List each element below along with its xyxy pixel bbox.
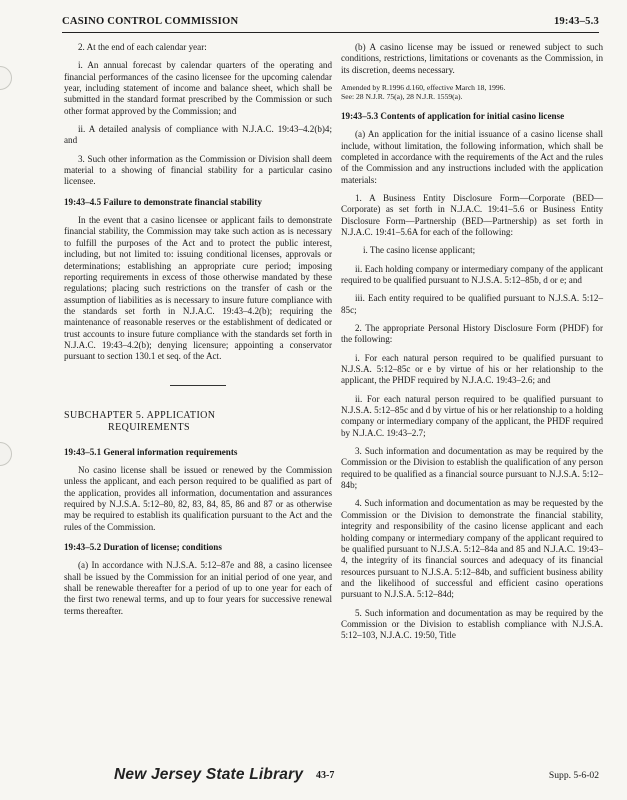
paragraph-item-3: 3. Such other information as the Commission or Division shall deem material to a showing of financial stability for a particular casino licensee.	[64, 153, 332, 187]
paragraph-item-2: 2. The appropriate Personal History Disclosure Form (PHDF) for the following:	[341, 323, 603, 345]
section-body-5-1: No casino license shall be issued or renewed by the Commission unless the applicant, and each person required to be qualified as part of the application, provides all information, documentation and assurances required by N.J.S.A. 5:12–80, 82, 83, 84, 85, 86 and 87 or as otherwise may be required to establish its qualification pursuant to the Act and the rules of the Commission.	[64, 464, 332, 532]
section-divider	[170, 385, 226, 386]
section-heading-4-5: 19:43–4.5 Failure to demonstrate financial stability	[64, 196, 262, 207]
amendment-note-line1: Amended by R.1996 d.160, effective March 18, 1996.	[341, 83, 506, 93]
paragraph-item-4: 4. Such information and documentation as may be requested by the Commission or the Division to demonstrate the financial stability, integrity and responsibility of the casino license applicant and each holding company or intermediary company of the applicant required to be qualified pursuant to N.J.S.A. 5:12–84a and 85 and N.J.A.C. 19:43–4, the integrity of its financial sources and adequacy of its financial resources pursuant to N.J.S.A. 5:12–84b, and sufficient business ability and the likelihood of successful and efficient casino operations pursuant to N.J.S.A. 5:12–84d;	[341, 498, 603, 600]
subchapter-title	[64, 410, 332, 435]
amendment-note	[341, 83, 603, 102]
running-header	[62, 10, 599, 33]
page-number: 43-7	[316, 770, 335, 781]
paragraph-item-1-ii: ii. Each holding company or intermediary company of the applicant required to be qualified pursuant to N.J.S.A. 5:12–85b, d or e; and	[341, 263, 603, 285]
paragraph-item-2-i: i. An annual forecast by calendar quarters of the operating and financial performances of the casino licensee for the upcoming calendar year, including statement of income and balance sheet, which shall be submitted in the standard format prescribed by the Commission or such other format approved by the Commission; and	[64, 60, 332, 116]
left-column	[64, 42, 332, 624]
paragraph-item-2-i: i. For each natural person required to be qualified pursuant to N.J.S.A. 5:12–85c or e by virtue of his or her relationship to the applicant, the PHDF required by N.J.A.C. 19:43–2.6; and	[341, 352, 603, 386]
paragraph-item-2-ii: ii. A detailed analysis of compliance with N.J.A.C. 19:43–4.2(b)4; and	[64, 124, 332, 146]
paragraph-item-2: 2. At the end of each calendar year:	[78, 42, 207, 52]
supplement-date: Supp. 5-6-02	[548, 770, 599, 781]
section-heading-5-1: 19:43–5.1 General information requirements	[64, 446, 238, 457]
paragraph-item-5: 5. Such information and documentation as may be required by the Commission or the Division to establish compliance with N.J.S.A. 5:12–103, N.J.A.C. 19:50, Title	[341, 607, 603, 641]
paragraph-item-1-iii: iii. Each entity required to be qualified pursuant to N.J.S.A. 5:12–85c;	[341, 293, 603, 315]
header-chapter-title: CASINO CONTROL COMMISSION	[62, 16, 239, 27]
paragraph-item-3: 3. Such information and documentation as may be required by the Commission or the Division to establish the qualification of any person required to be qualified as a financial source pursuant to N.J.S.A. 5:12–84b;	[341, 446, 603, 491]
paragraph-item-2-ii: ii. For each natural person required to be qualified pursuant to N.J.S.A. 5:12–85c and d by virtue of his or her relationship to a holding company or intermediary company of the applicant, the PHDF required by N.J.A.C. 19:43–2.7;	[341, 393, 603, 438]
section-heading-5-2: 19:43–5.2 Duration of license; conditions	[64, 542, 222, 552]
subchapter-title-line1: SUBCHAPTER 5. APPLICATION	[64, 409, 216, 421]
paragraph-item-1: 1. A Business Entity Disclosure Form—Corporate (BED—Corporate) as set forth in N.J.A.C. 19:41–5.6 or Business Entity Disclosure Form—Partnership (BED—Partnership) as set forth in N.J.A.C. 19:41–5.6A for each of the following:	[341, 192, 603, 237]
section-heading-5-3: 19:43–5.3 Contents of application for initial casino license	[341, 110, 565, 121]
section-body-5-3-a: (a) An application for the initial issuance of a casino license shall include, without limitation, the following information, which shall be completed in accordance with the requirements of the Act and the rules of the Commission and any instructions included with the application materials:	[341, 129, 603, 185]
punch-hole	[0, 66, 12, 90]
amendment-note-line2: See: 28 N.J.R. 75(a), 28 N.J.R. 1559(a).	[341, 92, 463, 102]
section-body-5-2-a: (a) In accordance with N.J.S.A. 5:12–87e and 88, a casino licensee shall be issued by the Commission for an initial period of one year, and shall be renewable thereafter for a period of up to one year for each of the first two renewal terms, and up to four years for successive renewal terms thereafter.	[64, 560, 332, 616]
subchapter-title-line2: REQUIREMENTS	[108, 422, 191, 434]
header-section-number: 19:43–5.3	[553, 16, 599, 27]
library-stamp: New Jersey State Library	[114, 766, 304, 783]
right-column	[341, 42, 603, 649]
section-body-4-5: In the event that a casino licensee or applicant fails to demonstrate financial stability, the Commission may take such action as is necessary to fulfill the purposes of the Act and to protect the public interest, including, but not limited to: issuing conditional licenses, approvals or determinations; establishing an appropriate cure period; imposing reporting requirements in excess of those otherwise mandated by these regulations; placing such restrictions on the transfer of cash or the assumption of liabilities as is necessary to insure future compliance with the standards set forth in N.J.A.C. 19:43–4.2(b); requiring the maintenance of reasonable reserves or the establishment of dedicated or trust accounts to insure future compliance with the standards set forth in N.J.A.C. 19:43–4.2(b); denying licensure; appointing a conservator pursuant to section 130.1 et seq. of the Act.	[64, 215, 332, 362]
paragraph-item-1-i: i. The casino license applicant;	[363, 245, 476, 256]
section-body-5-2-b: (b) A casino license may be issued or renewed subject to such conditions, restrictions, limitations or covenants as the Commission, in its discretion, deems necessary.	[341, 42, 603, 75]
punch-hole	[0, 442, 12, 466]
